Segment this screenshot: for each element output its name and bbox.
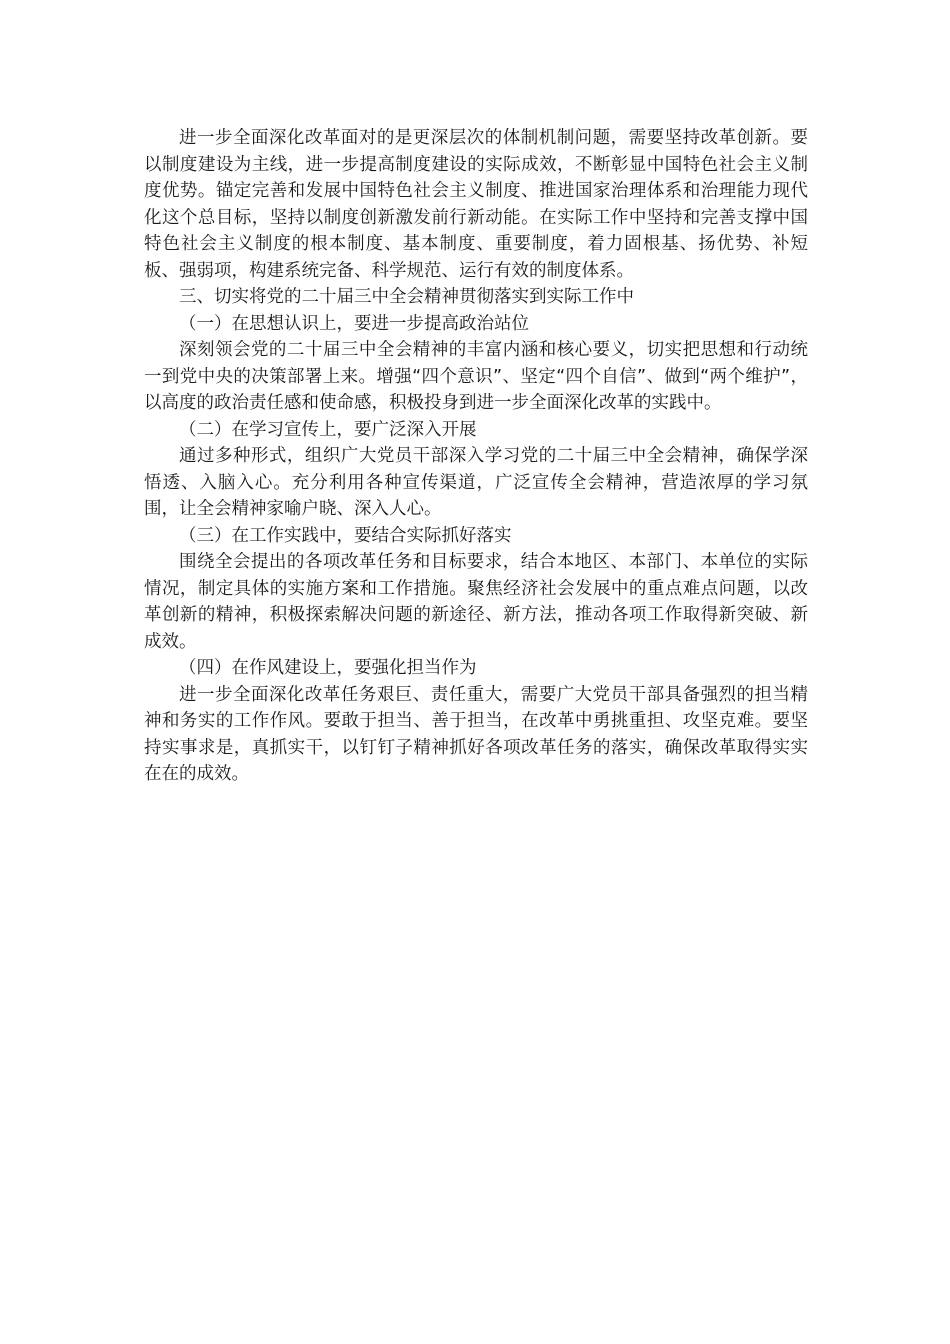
subsection-heading: （四）在作风建设上，要强化担当作为 (179, 658, 477, 678)
body-paragraph: 进一步全面深化改革任务艰巨、责任重大，需要广大党员干部具备强烈的担当精神和务实的工作作风。要敢于担当、善于担当，在改革中勇挑重担、攻坚克难。要坚持实事求是，真抓实干，以钉钉子精神抓好各项改革任务的落实，确保改革取得实实在在的成效。 (144, 684, 808, 784)
subsection-heading: （二）在学习宣传上，要广泛深入开展 (179, 419, 477, 440)
body-paragraph: 围绕全会提出的各项改革任务和目标要求，结合本地区、本部门、本单位的实际情况，制定具体的实施方案和工作措施。聚焦经济社会发展中的重点难点问题，以改革创新的精神，积极探索解决问题的新途径、新方法，推动各项工作取得新突破、新成效。 (144, 552, 808, 652)
document-page (144, 125, 808, 788)
section-heading: 三、切实将党的二十届三中全会精神贯彻落实到实际工作中 (179, 287, 634, 307)
body-paragraph: 进一步全面深化改革面对的是更深层次的体制机制问题，需要坚持改革创新。要以制度建设为主线，进一步提高制度建设的实际成效，不断彰显中国特色社会主义制度优势。锚定完善和发展中国特色社会主义制度、推进国家治理体系和治理能力现代化这个总目标，坚持以制度创新激发前行新动能。在实际工作中坚持和完善支撑中国特色社会主义制度的根本制度、基本制度、重要制度，着力固根基、扬优势、补短板、强弱项，构建系统完备、科学规范、运行有效的制度体系。 (144, 128, 808, 281)
body-paragraph: 通过多种形式，组织广大党员干部深入学习党的二十届三中全会精神，确保学深悟透、入脑入心。充分利用各种宣传渠道，广泛宣传全会精神，营造浓厚的学习氛围，让全会精神家喻户晓、深入人心。 (144, 446, 808, 519)
body-paragraph: 深刻领会党的二十届三中全会精神的丰富内涵和核心要义，切实把思想和行动统一到党中央的决策部署上来。增强“四个意识”、坚定“四个自信”、做到“两个维护”，以高度的政治责任感和使命感，积极投身到进一步全面深化改革的实践中。 (144, 340, 808, 413)
subsection-heading: （一）在思想认识上，要进一步提高政治站位 (179, 313, 529, 334)
subsection-heading: （三）在工作实践中，要结合实际抓好落实 (179, 525, 512, 546)
